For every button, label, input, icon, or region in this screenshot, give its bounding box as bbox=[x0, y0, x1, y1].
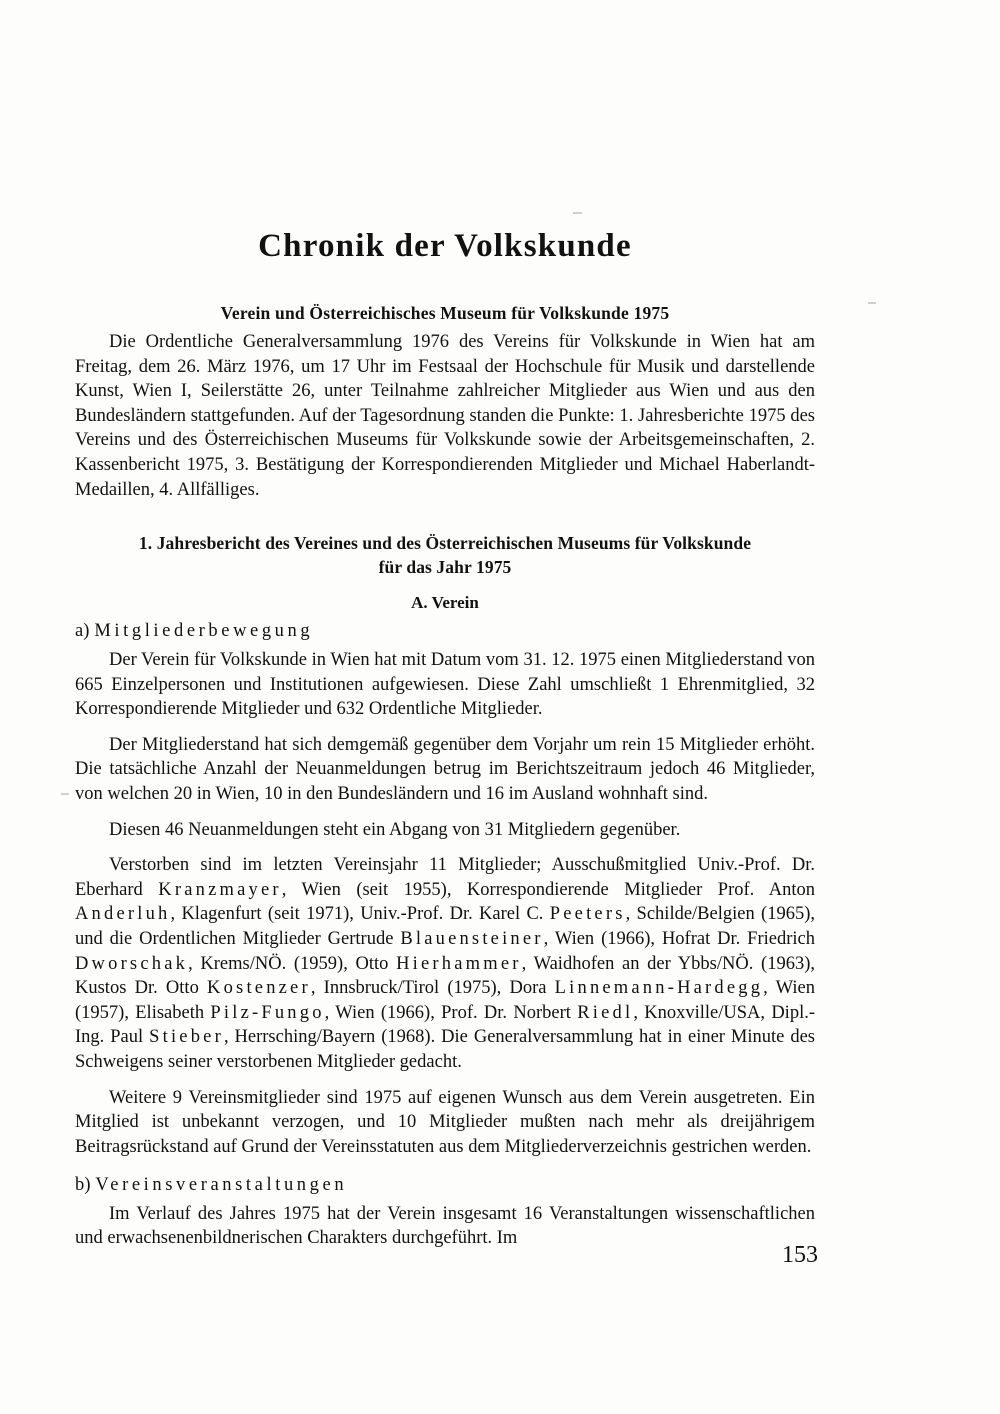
subsection-b-label: Vereinsveranstaltungen bbox=[95, 1175, 348, 1196]
deceased-name2: Anderluh bbox=[75, 904, 171, 925]
document-body bbox=[75, 228, 815, 1262]
deceased-part8: , Innsbruck/Tirol (1975), Dora bbox=[310, 978, 555, 999]
deceased-part1: Verstorben sind im letzten Vereinsjahr 11 Mitglieder; Ausschußmitglied Univ.-Prof. Dr. Eberhard bbox=[75, 855, 815, 900]
subsection-b-heading bbox=[75, 1173, 815, 1198]
paragraph-verstorbene bbox=[75, 853, 815, 1074]
subsection-a-heading bbox=[75, 619, 815, 644]
deceased-name11: Stieber bbox=[149, 1027, 224, 1048]
deceased-part6: , Krems/NÖ. (1959), Otto bbox=[188, 953, 397, 974]
deceased-part5: , Wien (1966), Hofrat Dr. Friedrich bbox=[543, 928, 815, 949]
deceased-name4: Blauensteiner bbox=[400, 928, 544, 949]
scan-artifact-top bbox=[573, 212, 582, 214]
deceased-name1: Kranzmayer bbox=[158, 879, 282, 900]
deceased-part9: , Wien (1957), Elisabeth bbox=[75, 978, 815, 1023]
deceased-part12: , Herrsching/Bayern (1968). Die Generalversammlung hat in einer Minute des Schweigens seiner verstorbenen Mitglieder gedacht. bbox=[75, 1027, 815, 1072]
page-title: Chronik der Volkskunde bbox=[258, 228, 632, 264]
paragraph-generalversammlung: Die Ordentliche Generalversammlung 1976 des Vereins für Volkskunde in Wien hat am Freitag, dem 26. März 1976, um 17 Uhr im Festsaal der Hochschule für Musik und darstellende Kunst, Wien I, Seilerstätte 26, unter Teilnahme zahlreicher Mitglieder aus Wien und aus den Bundesländern stattgefunden. Auf der Tagesordnung standen die Punkte: 1. Jahresberichte 1975 des Vereins und des Österreichischen Museums für Volkskunde sowie der Arbeitsgemeinschaften, 2. Kassenbericht 1975, 3. Bestätigung der Korrespondierenden Mitglieder und Michael Haberlandt-Medaillen, 4. Allfälliges. bbox=[75, 332, 815, 500]
subsection-b-prefix: b) bbox=[75, 1175, 91, 1196]
deceased-name7: Kostenzer bbox=[207, 978, 311, 999]
paragraph-mitgliederstand: Der Verein für Volkskunde in Wien hat mit Datum vom 31. 12. 1975 einen Mitgliederstand von 665 Einzelpersonen und Institutionen aufgewiesen. Diese Zahl umschließt 1 Ehrenmitglied, 32 Korrespondierende Mitglieder und 632 Ordentliche Mitglieder. bbox=[75, 650, 815, 720]
deceased-name9: Pilz-Fungo bbox=[210, 1002, 325, 1023]
report-subheading-a-verein: A. Verein bbox=[411, 593, 479, 613]
deceased-part7: , Waidhofen an der Ybbs/NÖ. (1963), Kustos Dr. Otto bbox=[75, 953, 815, 999]
deceased-part2: , Wien (seit 1955), Korrespondierende Mitglieder Prof. Anton bbox=[281, 879, 815, 900]
deceased-part3: , Klagenfurt (seit 1971), Univ.-Prof. Dr. Karel C. bbox=[170, 904, 550, 925]
deceased-part10: , Wien (1966), Prof. Dr. Norbert bbox=[324, 1002, 578, 1023]
deceased-part11: , Knoxville/USA, Dipl.-Ing. Paul bbox=[75, 1002, 815, 1048]
deceased-name6: Hierhammer bbox=[396, 953, 522, 974]
deceased-name8: Linnemann-Hardegg bbox=[554, 978, 764, 999]
report-heading bbox=[75, 532, 815, 579]
paragraph-neuanmeldungen: Der Mitgliederstand hat sich demgemäß gegenüber dem Vorjahr um rein 15 Mitglieder erhöht. Die tatsächliche Anzahl der Neuanmeldungen betrug im Berichtszeitraum jedoch 46 Mitglieder, von welchen 20 in Wien, 10 in den Bundesländern und 16 im Ausland wohnhaft sind. bbox=[75, 734, 815, 804]
paragraph-veranstaltungen: Im Verlauf des Jahres 1975 hat der Verein insgesamt 16 Veranstaltungen wissenschaftlichen und erwachsenenbildnerischen Charakters durchgeführt. Im bbox=[75, 1203, 815, 1249]
deceased-name10: Riedl bbox=[577, 1002, 634, 1023]
report-heading-line2: für das Jahr 1975 bbox=[378, 556, 512, 577]
scan-artifact-right bbox=[868, 302, 876, 304]
subsection-a-label: Mitgliederbewegung bbox=[94, 621, 314, 642]
section-heading-verein: Verein und Österreichisches Museum für Volkskunde 1975 bbox=[220, 303, 670, 323]
page-number: 153 bbox=[782, 1242, 818, 1268]
scan-artifact-left bbox=[61, 793, 69, 795]
subsection-a-prefix: a) bbox=[75, 621, 90, 642]
deceased-name5: Dworschak bbox=[75, 953, 189, 974]
report-heading-line1: 1. Jahresbericht des Vereines und des Österreichischen Museums für Volkskunde bbox=[138, 533, 752, 554]
paragraph-abgang: Diesen 46 Neuanmeldungen steht ein Abgang von 31 Mitgliedern gegenüber. bbox=[109, 819, 681, 840]
deceased-name3: Peeters bbox=[549, 904, 626, 925]
deceased-part4: , Schilde/Belgien (1965), und die Ordentlichen Mitglieder Gertrude bbox=[75, 904, 815, 949]
paragraph-austritte: Weitere 9 Vereinsmitglieder sind 1975 auf eigenen Wunsch aus dem Verein ausgetreten. Ein Mitglied ist unbekannt verzogen, und 10 Mitglieder mußten nach mehr als dreijährigem Beitragsrückstand auf Grund der Vereinsstatuten aus dem Mitgliederverzeichnis gestrichen werden. bbox=[75, 1087, 815, 1157]
